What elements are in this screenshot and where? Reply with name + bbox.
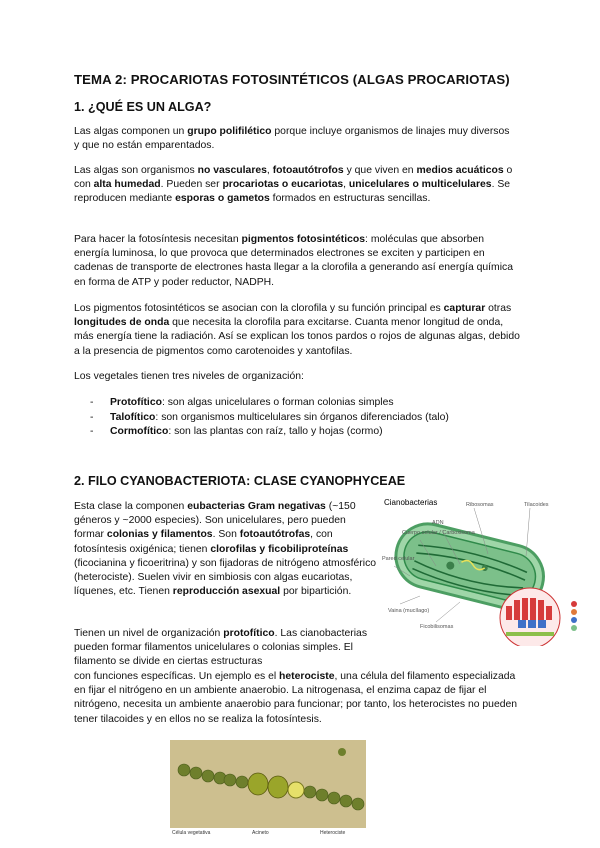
akinete <box>248 773 268 795</box>
bold-term: procariotas o eucariotas <box>222 179 344 191</box>
bold-term: fotoautótrofas <box>239 529 311 541</box>
heterocyst-micrograph <box>170 740 366 848</box>
svg-text:Cuerpo celular / Carboxisoma: Cuerpo celular / Carboxisoma <box>402 530 475 536</box>
text-run: porque incluye organismos de linajes muy diversos y que no están emparentados. <box>74 126 510 152</box>
svg-text:Pared celular: Pared celular <box>382 556 415 562</box>
text-run: y que viven en <box>343 165 417 176</box>
text-run: Las algas componen un <box>74 126 188 137</box>
phycobilisome-inset <box>500 588 577 646</box>
text-run: . Son <box>212 529 240 541</box>
bold-term: clorofilas y ficobiliproteínas <box>210 543 349 555</box>
svg-text:Tilacoides: Tilacoides <box>524 502 549 508</box>
text-run: por bipartición. <box>280 586 352 598</box>
paragraph <box>74 670 526 727</box>
svg-text:Célula vegetativa: Célula vegetativa <box>172 830 211 836</box>
paragraph <box>74 164 514 207</box>
svg-text:Acineto: Acineto <box>252 830 269 836</box>
bold-term: unicelulares o multicelulares <box>348 179 492 191</box>
bold-term: protofítico <box>223 628 275 639</box>
svg-text:Ficobilisomas: Ficobilisomas <box>420 624 454 630</box>
bold-term: fotoautótrofos <box>272 165 344 176</box>
text-run: : moléculas que absorben energía luminosa, lo que provoca que determinados electrones se exciten y participen en cadenas de transporte de electrones hasta llegar a la clorofila a generando así energía química en forma de ATP y poder reductor, NADPH. <box>74 234 513 288</box>
list-item: - Protofítico: son algas unicelulares o forman colonias simples <box>74 396 534 411</box>
text-run: , <box>343 179 349 191</box>
text-run: , con fotosíntesis oxigénica; tienen <box>74 529 333 555</box>
svg-text:Heterociste: Heterociste <box>320 830 346 836</box>
text-run: Esta clase la componen <box>74 501 188 512</box>
bold-term: heterociste <box>279 671 335 682</box>
text-run: Las algas son organismos <box>74 165 198 176</box>
text-run: , <box>266 165 273 176</box>
document-title: TEMA 2: PROCARIOTAS FOTOSINTÉTICOS (ALGAS PROCARIOTAS) <box>74 72 510 87</box>
text-run: (ficocianina y ficoeritrina) y son fijadoras de nitrógeno atmosférico (heterociste). Suelen vivir en simbiosis con algas eucariotas, líquenes, etc. Tienen <box>74 557 377 598</box>
bold-term: medios acuáticos <box>416 165 504 176</box>
list-item: - Cormofítico: son las plantas con raíz, tallo y hojas (cormo) <box>74 425 534 440</box>
text-run: o con <box>74 165 513 191</box>
paragraph <box>74 302 520 359</box>
bold-term: alta humedad <box>93 179 161 191</box>
text-run: Tienen un nivel de organización <box>74 628 224 639</box>
section-2-heading: 2. FILO CYANOBACTERIOTA: CLASE CYANOPHYCEAE <box>74 474 406 488</box>
text-run: Los pigmentos fotosintéticos se asocian con la clorofila y su función principal es <box>74 303 444 314</box>
svg-text:Vaina (mucílago): Vaina (mucílago) <box>388 608 430 614</box>
text-run: . Pueden ser <box>160 179 223 191</box>
text-run: . Se reproducen mediante <box>74 179 511 205</box>
text-run: que necesita la clorofila para excitarse. Cuanta menor longitud de onda, más energía tiene la radiación. Así se explican los tonos pardos o rojos de algunas algas, debido a la presencia de pigmentos como carotenoides y xantofilas. <box>74 317 520 357</box>
bold-term: grupo polifilético <box>187 126 272 137</box>
organization-levels-list <box>74 396 534 440</box>
text-run: con funciones específicas. Un ejemplo es el <box>74 671 280 682</box>
text-run: . Las cianobacterias pueden formar filamentos unicelulares o colonias simples. El filamento se divide en ciertas estructuras <box>74 628 368 668</box>
bold-term: eubacterias Gram negativas <box>187 501 326 512</box>
bold-term: reproducción asexual <box>172 586 281 598</box>
paragraph <box>74 500 378 599</box>
text-run: otras <box>485 303 512 314</box>
bold-term: no vasculares <box>197 165 267 176</box>
bold-term: esporas o gametos <box>175 193 270 205</box>
section-1-heading: 1. ¿QUÉ ES UN ALGA? <box>74 100 212 114</box>
heterocyst <box>288 782 304 798</box>
cyanobacteria-diagram <box>380 494 600 646</box>
bold-term: colonias y filamentos <box>106 529 213 541</box>
text-run: formados en estructuras sencillas. <box>269 193 431 205</box>
text-run: Para hacer la fotosíntesis necesitan <box>74 234 242 245</box>
paragraph <box>74 125 514 153</box>
text-run: (~150 géneros y ~2000 especies). Son unicelulares, pero pueden formar <box>74 501 356 541</box>
figure-title: Cianobacterias <box>384 498 438 507</box>
paragraph <box>74 627 378 670</box>
bold-term: pigmentos fotosintéticos <box>241 234 366 245</box>
list-item: - Talofítico: son organismos multicelulares sin órganos diferenciados (talo) <box>74 411 534 426</box>
paragraph: Los vegetales tienen tres niveles de organización: <box>74 371 304 382</box>
bold-term: capturar <box>443 303 486 314</box>
text-run: , una célula del filamento especializada en fijar el nitrógeno en un ambiente anaerobio. La nitrogenasa, el enzima capaz de fijar el nitrógeno, necesita un ambiente anaerobio para funcionar; por tanto, los heterocistes no pueden tener tilacoides y en ellos no se realiza la fotosíntesis. <box>74 671 518 725</box>
bold-term: longitudes de onda <box>74 317 170 329</box>
svg-text:ADN: ADN <box>432 520 444 526</box>
svg-text:Ribosomas: Ribosomas <box>466 502 494 508</box>
paragraph <box>74 233 518 290</box>
